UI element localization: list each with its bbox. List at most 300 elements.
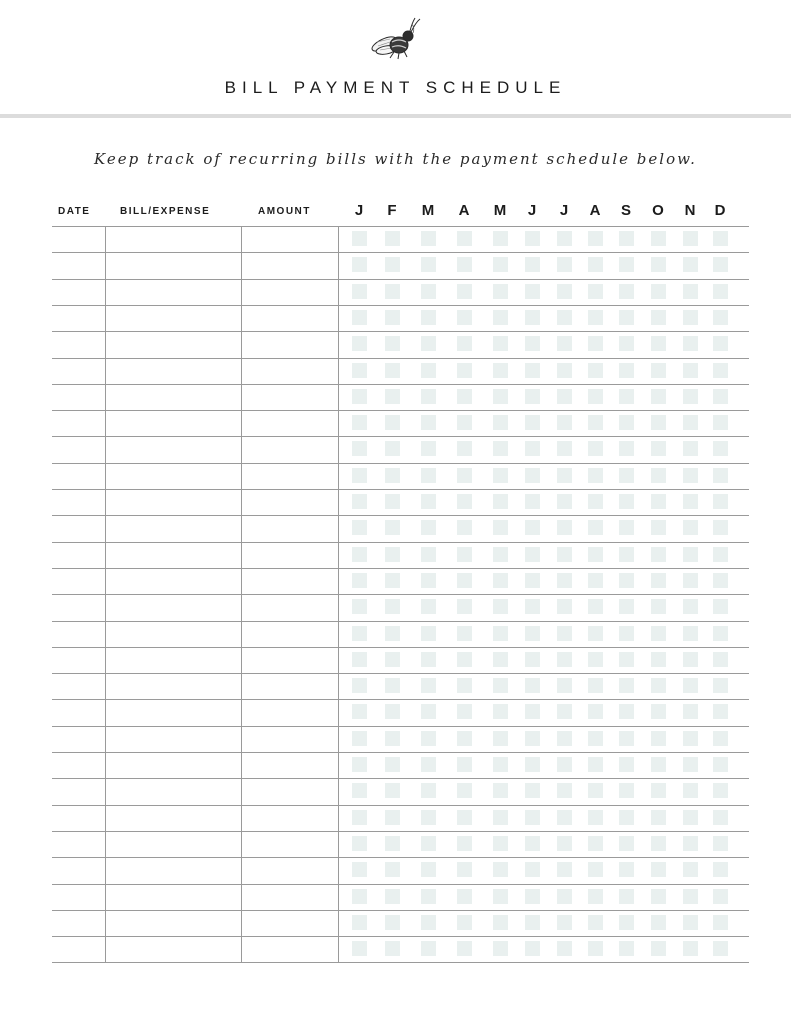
month-checkbox[interactable]	[651, 652, 666, 667]
month-checkbox[interactable]	[683, 336, 698, 351]
month-checkbox[interactable]	[588, 389, 603, 404]
month-checkbox[interactable]	[651, 783, 666, 798]
month-checkbox[interactable]	[619, 336, 634, 351]
month-checkbox[interactable]	[421, 336, 436, 351]
month-checkbox[interactable]	[525, 441, 540, 456]
month-checkbox[interactable]	[525, 810, 540, 825]
month-checkbox[interactable]	[352, 652, 367, 667]
month-checkbox[interactable]	[713, 415, 728, 430]
month-checkbox[interactable]	[385, 941, 400, 956]
month-checkbox[interactable]	[588, 284, 603, 299]
month-checkbox[interactable]	[683, 599, 698, 614]
month-checkbox[interactable]	[683, 783, 698, 798]
month-checkbox[interactable]	[525, 836, 540, 851]
month-checkbox[interactable]	[457, 284, 472, 299]
month-checkbox[interactable]	[525, 678, 540, 693]
month-checkbox[interactable]	[713, 389, 728, 404]
month-checkbox[interactable]	[713, 757, 728, 772]
month-checkbox[interactable]	[385, 336, 400, 351]
month-checkbox[interactable]	[352, 941, 367, 956]
month-checkbox[interactable]	[683, 547, 698, 562]
month-checkbox[interactable]	[457, 415, 472, 430]
month-checkbox[interactable]	[651, 441, 666, 456]
month-checkbox[interactable]	[651, 547, 666, 562]
month-checkbox[interactable]	[619, 494, 634, 509]
month-checkbox[interactable]	[493, 231, 508, 246]
month-checkbox[interactable]	[588, 810, 603, 825]
month-checkbox[interactable]	[651, 468, 666, 483]
month-checkbox[interactable]	[457, 915, 472, 930]
month-checkbox[interactable]	[385, 626, 400, 641]
month-checkbox[interactable]	[683, 389, 698, 404]
month-checkbox[interactable]	[493, 652, 508, 667]
month-checkbox[interactable]	[713, 257, 728, 272]
month-checkbox[interactable]	[619, 441, 634, 456]
month-checkbox[interactable]	[713, 783, 728, 798]
month-checkbox[interactable]	[619, 810, 634, 825]
month-checkbox[interactable]	[683, 231, 698, 246]
month-checkbox[interactable]	[457, 494, 472, 509]
month-checkbox[interactable]	[457, 310, 472, 325]
month-checkbox[interactable]	[352, 678, 367, 693]
month-checkbox[interactable]	[713, 704, 728, 719]
month-checkbox[interactable]	[421, 915, 436, 930]
month-checkbox[interactable]	[493, 678, 508, 693]
month-checkbox[interactable]	[651, 757, 666, 772]
month-checkbox[interactable]	[385, 494, 400, 509]
month-checkbox[interactable]	[352, 363, 367, 378]
month-checkbox[interactable]	[651, 836, 666, 851]
month-checkbox[interactable]	[525, 363, 540, 378]
month-checkbox[interactable]	[619, 731, 634, 746]
month-checkbox[interactable]	[588, 704, 603, 719]
month-checkbox[interactable]	[525, 284, 540, 299]
month-checkbox[interactable]	[493, 547, 508, 562]
month-checkbox[interactable]	[651, 915, 666, 930]
month-checkbox[interactable]	[651, 389, 666, 404]
month-checkbox[interactable]	[557, 573, 572, 588]
month-checkbox[interactable]	[421, 704, 436, 719]
month-checkbox[interactable]	[493, 731, 508, 746]
month-checkbox[interactable]	[457, 257, 472, 272]
month-checkbox[interactable]	[683, 810, 698, 825]
month-checkbox[interactable]	[619, 231, 634, 246]
month-checkbox[interactable]	[619, 915, 634, 930]
month-checkbox[interactable]	[493, 494, 508, 509]
month-checkbox[interactable]	[713, 494, 728, 509]
month-checkbox[interactable]	[352, 389, 367, 404]
month-checkbox[interactable]	[557, 599, 572, 614]
month-checkbox[interactable]	[557, 731, 572, 746]
month-checkbox[interactable]	[683, 915, 698, 930]
month-checkbox[interactable]	[683, 468, 698, 483]
month-checkbox[interactable]	[525, 915, 540, 930]
month-checkbox[interactable]	[421, 810, 436, 825]
month-checkbox[interactable]	[421, 415, 436, 430]
month-checkbox[interactable]	[588, 626, 603, 641]
month-checkbox[interactable]	[525, 336, 540, 351]
month-checkbox[interactable]	[651, 284, 666, 299]
month-checkbox[interactable]	[352, 915, 367, 930]
month-checkbox[interactable]	[421, 941, 436, 956]
month-checkbox[interactable]	[457, 573, 472, 588]
month-checkbox[interactable]	[385, 652, 400, 667]
month-checkbox[interactable]	[557, 494, 572, 509]
month-checkbox[interactable]	[651, 336, 666, 351]
month-checkbox[interactable]	[619, 941, 634, 956]
month-checkbox[interactable]	[493, 520, 508, 535]
month-checkbox[interactable]	[385, 836, 400, 851]
month-checkbox[interactable]	[525, 783, 540, 798]
month-checkbox[interactable]	[651, 862, 666, 877]
month-checkbox[interactable]	[493, 599, 508, 614]
month-checkbox[interactable]	[683, 573, 698, 588]
month-checkbox[interactable]	[619, 678, 634, 693]
month-checkbox[interactable]	[421, 862, 436, 877]
month-checkbox[interactable]	[457, 599, 472, 614]
month-checkbox[interactable]	[421, 441, 436, 456]
month-checkbox[interactable]	[525, 231, 540, 246]
month-checkbox[interactable]	[651, 494, 666, 509]
month-checkbox[interactable]	[457, 547, 472, 562]
month-checkbox[interactable]	[557, 836, 572, 851]
month-checkbox[interactable]	[385, 468, 400, 483]
month-checkbox[interactable]	[421, 599, 436, 614]
month-checkbox[interactable]	[421, 231, 436, 246]
month-checkbox[interactable]	[651, 599, 666, 614]
month-checkbox[interactable]	[385, 757, 400, 772]
month-checkbox[interactable]	[525, 494, 540, 509]
month-checkbox[interactable]	[385, 257, 400, 272]
month-checkbox[interactable]	[352, 626, 367, 641]
month-checkbox[interactable]	[557, 941, 572, 956]
month-checkbox[interactable]	[713, 468, 728, 483]
month-checkbox[interactable]	[352, 494, 367, 509]
month-checkbox[interactable]	[421, 573, 436, 588]
month-checkbox[interactable]	[457, 336, 472, 351]
month-checkbox[interactable]	[421, 678, 436, 693]
month-checkbox[interactable]	[683, 731, 698, 746]
month-checkbox[interactable]	[713, 889, 728, 904]
month-checkbox[interactable]	[588, 678, 603, 693]
month-checkbox[interactable]	[421, 284, 436, 299]
month-checkbox[interactable]	[493, 573, 508, 588]
month-checkbox[interactable]	[619, 704, 634, 719]
month-checkbox[interactable]	[525, 415, 540, 430]
month-checkbox[interactable]	[525, 520, 540, 535]
month-checkbox[interactable]	[457, 678, 472, 693]
month-checkbox[interactable]	[525, 889, 540, 904]
month-checkbox[interactable]	[588, 547, 603, 562]
month-checkbox[interactable]	[619, 257, 634, 272]
month-checkbox[interactable]	[713, 652, 728, 667]
month-checkbox[interactable]	[493, 415, 508, 430]
month-checkbox[interactable]	[352, 441, 367, 456]
month-checkbox[interactable]	[557, 310, 572, 325]
month-checkbox[interactable]	[421, 836, 436, 851]
month-checkbox[interactable]	[457, 468, 472, 483]
month-checkbox[interactable]	[352, 862, 367, 877]
month-checkbox[interactable]	[457, 441, 472, 456]
month-checkbox[interactable]	[588, 889, 603, 904]
month-checkbox[interactable]	[421, 520, 436, 535]
month-checkbox[interactable]	[421, 757, 436, 772]
month-checkbox[interactable]	[683, 757, 698, 772]
month-checkbox[interactable]	[713, 573, 728, 588]
month-checkbox[interactable]	[651, 678, 666, 693]
month-checkbox[interactable]	[457, 389, 472, 404]
month-checkbox[interactable]	[421, 310, 436, 325]
month-checkbox[interactable]	[557, 783, 572, 798]
month-checkbox[interactable]	[651, 363, 666, 378]
month-checkbox[interactable]	[385, 389, 400, 404]
month-checkbox[interactable]	[683, 862, 698, 877]
month-checkbox[interactable]	[588, 652, 603, 667]
month-checkbox[interactable]	[557, 520, 572, 535]
month-checkbox[interactable]	[352, 231, 367, 246]
month-checkbox[interactable]	[493, 363, 508, 378]
month-checkbox[interactable]	[557, 678, 572, 693]
month-checkbox[interactable]	[385, 415, 400, 430]
month-checkbox[interactable]	[385, 599, 400, 614]
month-checkbox[interactable]	[713, 941, 728, 956]
month-checkbox[interactable]	[493, 336, 508, 351]
month-checkbox[interactable]	[619, 547, 634, 562]
month-checkbox[interactable]	[557, 547, 572, 562]
month-checkbox[interactable]	[421, 389, 436, 404]
month-checkbox[interactable]	[525, 599, 540, 614]
month-checkbox[interactable]	[457, 363, 472, 378]
month-checkbox[interactable]	[713, 547, 728, 562]
month-checkbox[interactable]	[713, 363, 728, 378]
month-checkbox[interactable]	[421, 468, 436, 483]
month-checkbox[interactable]	[588, 468, 603, 483]
month-checkbox[interactable]	[619, 862, 634, 877]
month-checkbox[interactable]	[619, 415, 634, 430]
month-checkbox[interactable]	[421, 257, 436, 272]
month-checkbox[interactable]	[619, 284, 634, 299]
month-checkbox[interactable]	[651, 257, 666, 272]
month-checkbox[interactable]	[683, 678, 698, 693]
month-checkbox[interactable]	[588, 363, 603, 378]
month-checkbox[interactable]	[619, 389, 634, 404]
month-checkbox[interactable]	[713, 862, 728, 877]
month-checkbox[interactable]	[493, 941, 508, 956]
month-checkbox[interactable]	[619, 652, 634, 667]
month-checkbox[interactable]	[557, 257, 572, 272]
month-checkbox[interactable]	[588, 836, 603, 851]
month-checkbox[interactable]	[421, 363, 436, 378]
month-checkbox[interactable]	[557, 626, 572, 641]
month-checkbox[interactable]	[493, 836, 508, 851]
month-checkbox[interactable]	[683, 652, 698, 667]
month-checkbox[interactable]	[385, 704, 400, 719]
month-checkbox[interactable]	[352, 310, 367, 325]
month-checkbox[interactable]	[683, 889, 698, 904]
month-checkbox[interactable]	[493, 468, 508, 483]
month-checkbox[interactable]	[493, 441, 508, 456]
month-checkbox[interactable]	[352, 547, 367, 562]
month-checkbox[interactable]	[588, 415, 603, 430]
month-checkbox[interactable]	[352, 757, 367, 772]
month-checkbox[interactable]	[683, 284, 698, 299]
month-checkbox[interactable]	[385, 441, 400, 456]
month-checkbox[interactable]	[713, 520, 728, 535]
month-checkbox[interactable]	[619, 626, 634, 641]
month-checkbox[interactable]	[385, 310, 400, 325]
month-checkbox[interactable]	[588, 441, 603, 456]
month-checkbox[interactable]	[588, 231, 603, 246]
month-checkbox[interactable]	[651, 231, 666, 246]
month-checkbox[interactable]	[557, 231, 572, 246]
month-checkbox[interactable]	[525, 573, 540, 588]
month-checkbox[interactable]	[713, 731, 728, 746]
month-checkbox[interactable]	[683, 836, 698, 851]
month-checkbox[interactable]	[713, 810, 728, 825]
month-checkbox[interactable]	[457, 731, 472, 746]
month-checkbox[interactable]	[588, 731, 603, 746]
month-checkbox[interactable]	[457, 783, 472, 798]
month-checkbox[interactable]	[557, 757, 572, 772]
month-checkbox[interactable]	[557, 363, 572, 378]
month-checkbox[interactable]	[525, 389, 540, 404]
month-checkbox[interactable]	[651, 810, 666, 825]
month-checkbox[interactable]	[352, 257, 367, 272]
month-checkbox[interactable]	[421, 783, 436, 798]
month-checkbox[interactable]	[588, 257, 603, 272]
month-checkbox[interactable]	[588, 573, 603, 588]
month-checkbox[interactable]	[588, 599, 603, 614]
month-checkbox[interactable]	[493, 257, 508, 272]
month-checkbox[interactable]	[651, 889, 666, 904]
month-checkbox[interactable]	[619, 520, 634, 535]
month-checkbox[interactable]	[683, 626, 698, 641]
month-checkbox[interactable]	[588, 336, 603, 351]
month-checkbox[interactable]	[385, 284, 400, 299]
month-checkbox[interactable]	[457, 626, 472, 641]
month-checkbox[interactable]	[651, 731, 666, 746]
month-checkbox[interactable]	[651, 626, 666, 641]
month-checkbox[interactable]	[421, 652, 436, 667]
month-checkbox[interactable]	[493, 757, 508, 772]
month-checkbox[interactable]	[493, 783, 508, 798]
month-checkbox[interactable]	[619, 889, 634, 904]
month-checkbox[interactable]	[457, 757, 472, 772]
month-checkbox[interactable]	[352, 599, 367, 614]
month-checkbox[interactable]	[493, 810, 508, 825]
month-checkbox[interactable]	[619, 836, 634, 851]
month-checkbox[interactable]	[385, 520, 400, 535]
month-checkbox[interactable]	[619, 599, 634, 614]
month-checkbox[interactable]	[457, 704, 472, 719]
month-checkbox[interactable]	[683, 415, 698, 430]
month-checkbox[interactable]	[352, 336, 367, 351]
month-checkbox[interactable]	[385, 678, 400, 693]
month-checkbox[interactable]	[457, 810, 472, 825]
month-checkbox[interactable]	[421, 889, 436, 904]
month-checkbox[interactable]	[713, 284, 728, 299]
month-checkbox[interactable]	[525, 310, 540, 325]
month-checkbox[interactable]	[683, 520, 698, 535]
month-checkbox[interactable]	[385, 363, 400, 378]
month-checkbox[interactable]	[352, 284, 367, 299]
month-checkbox[interactable]	[525, 704, 540, 719]
month-checkbox[interactable]	[683, 941, 698, 956]
month-checkbox[interactable]	[493, 862, 508, 877]
month-checkbox[interactable]	[352, 520, 367, 535]
month-checkbox[interactable]	[557, 915, 572, 930]
month-checkbox[interactable]	[619, 783, 634, 798]
month-checkbox[interactable]	[352, 731, 367, 746]
month-checkbox[interactable]	[457, 941, 472, 956]
month-checkbox[interactable]	[588, 941, 603, 956]
month-checkbox[interactable]	[352, 889, 367, 904]
month-checkbox[interactable]	[385, 810, 400, 825]
month-checkbox[interactable]	[385, 783, 400, 798]
month-checkbox[interactable]	[457, 889, 472, 904]
month-checkbox[interactable]	[421, 547, 436, 562]
month-checkbox[interactable]	[588, 757, 603, 772]
month-checkbox[interactable]	[588, 520, 603, 535]
month-checkbox[interactable]	[385, 915, 400, 930]
month-checkbox[interactable]	[683, 441, 698, 456]
month-checkbox[interactable]	[588, 862, 603, 877]
month-checkbox[interactable]	[651, 573, 666, 588]
month-checkbox[interactable]	[525, 941, 540, 956]
month-checkbox[interactable]	[493, 310, 508, 325]
month-checkbox[interactable]	[457, 231, 472, 246]
month-checkbox[interactable]	[352, 836, 367, 851]
month-checkbox[interactable]	[683, 257, 698, 272]
month-checkbox[interactable]	[525, 862, 540, 877]
month-checkbox[interactable]	[421, 731, 436, 746]
month-checkbox[interactable]	[619, 363, 634, 378]
month-checkbox[interactable]	[619, 468, 634, 483]
month-checkbox[interactable]	[557, 389, 572, 404]
month-checkbox[interactable]	[493, 704, 508, 719]
month-checkbox[interactable]	[493, 626, 508, 641]
month-checkbox[interactable]	[352, 468, 367, 483]
month-checkbox[interactable]	[385, 547, 400, 562]
month-checkbox[interactable]	[525, 652, 540, 667]
month-checkbox[interactable]	[352, 704, 367, 719]
month-checkbox[interactable]	[352, 573, 367, 588]
month-checkbox[interactable]	[588, 494, 603, 509]
month-checkbox[interactable]	[493, 284, 508, 299]
month-checkbox[interactable]	[557, 336, 572, 351]
month-checkbox[interactable]	[525, 626, 540, 641]
month-checkbox[interactable]	[713, 336, 728, 351]
month-checkbox[interactable]	[493, 889, 508, 904]
month-checkbox[interactable]	[525, 547, 540, 562]
month-checkbox[interactable]	[683, 704, 698, 719]
month-checkbox[interactable]	[651, 310, 666, 325]
month-checkbox[interactable]	[557, 862, 572, 877]
month-checkbox[interactable]	[525, 757, 540, 772]
month-checkbox[interactable]	[457, 836, 472, 851]
month-checkbox[interactable]	[588, 915, 603, 930]
month-checkbox[interactable]	[385, 231, 400, 246]
month-checkbox[interactable]	[651, 704, 666, 719]
month-checkbox[interactable]	[713, 626, 728, 641]
month-checkbox[interactable]	[619, 310, 634, 325]
month-checkbox[interactable]	[352, 810, 367, 825]
month-checkbox[interactable]	[713, 678, 728, 693]
month-checkbox[interactable]	[588, 783, 603, 798]
month-checkbox[interactable]	[651, 520, 666, 535]
month-checkbox[interactable]	[557, 284, 572, 299]
month-checkbox[interactable]	[588, 310, 603, 325]
